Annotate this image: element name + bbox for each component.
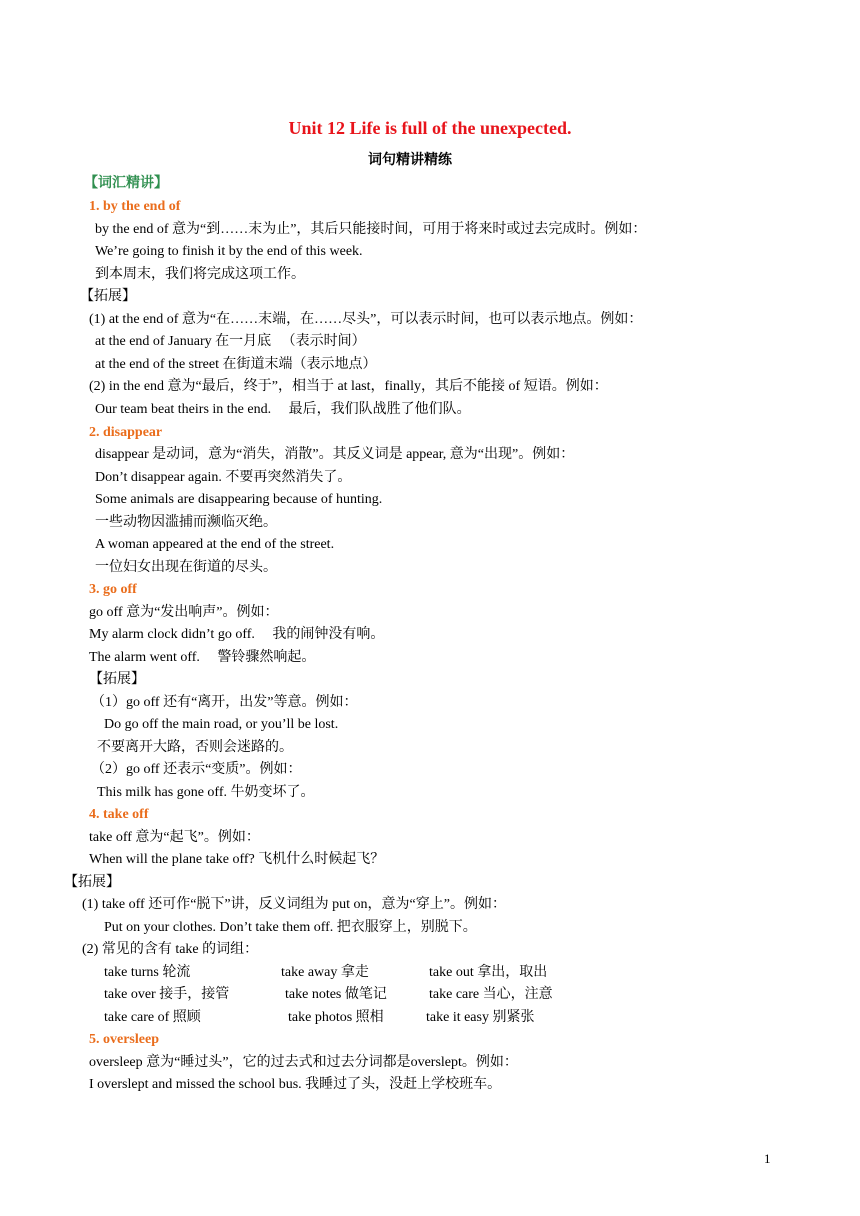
item-4-line-1: take off 意为“起飞”。例如：	[89, 830, 260, 845]
item-1-extension-label: 【拓展】	[80, 289, 136, 304]
item-3-heading: 3. go off	[89, 582, 137, 597]
item-2-heading: 2. disappear	[89, 425, 163, 440]
item-1-line-2: We’re going to finish it by the end of this week.	[95, 244, 363, 259]
item-4-heading: 4. take off	[89, 807, 149, 822]
item-1-line-7: (2) in the end 意为“最后，终于”，相当于 at last，finally，其后不能接 of 短语。例如：	[89, 379, 608, 394]
phrase-take-photos: take photos 照相	[288, 1010, 384, 1025]
item-4-line-4: Put on your clothes. Don’t take them off. 把衣服穿上，别脱下。	[104, 920, 477, 935]
item-3-extension-label: 【拓展】	[89, 672, 145, 687]
phrase-take-over: take over 接手，接管	[104, 987, 230, 1002]
item-3-line-8: This milk has gone off. 牛奶变坏了。	[97, 785, 315, 800]
item-2-line-6: 一位妇女出现在街道的尽头。	[95, 560, 277, 575]
item-3-line-1: go off 意为“发出响声”。例如：	[89, 605, 279, 620]
phrase-take-turns: take turns 轮流	[104, 965, 191, 980]
item-3-line-3: The alarm went off. 警铃骤然响起。	[89, 650, 316, 665]
item-2-line-4: 一些动物因滥捕而濒临灭绝。	[95, 515, 277, 530]
item-3-line-5: Do go off the main road, or you’ll be lost.	[104, 717, 339, 732]
item-2-line-1: disappear 是动词，意为“消失，消散”。其反义词是 appear, 意为“出现”。例如：	[95, 447, 575, 462]
item-3-line-6: 不要离开大路，否则会迷路的。	[97, 740, 293, 755]
phrase-take-care-of: take care of 照顾	[104, 1010, 201, 1025]
item-1-heading: 1. by the end of	[89, 199, 181, 214]
item-4-line-5: (2) 常见的含有 take 的词组：	[82, 942, 259, 957]
section-vocab-heading: 【词汇精讲】	[84, 176, 168, 191]
item-1-line-1: by the end of 意为“到……末为止”，其后只能接时间，可用于将来时或过去完成时。例如：	[95, 222, 647, 237]
item-5-line-2: I overslept and missed the school bus. 我睡过了头，没赶上学校班车。	[89, 1077, 502, 1092]
item-1-line-8: Our team beat theirs in the end. 最后，我们队战胜了他们队。	[95, 402, 471, 417]
item-4-line-3: (1) take off 还可作“脱下”讲，反义词组为 put on，意为“穿上”。例如：	[82, 897, 506, 912]
phrase-take-care: take care 当心，注意	[429, 987, 553, 1002]
item-5-line-1: oversleep 意为“睡过头”，它的过去式和过去分词都是overslept。例如：	[89, 1055, 518, 1070]
item-3-line-2: My alarm clock didn’t go off. 我的闹钟没有响。	[89, 627, 385, 642]
phrase-take-away: take away 拿走	[281, 965, 369, 980]
item-2-line-2: Don’t disappear again. 不要再突然消失了。	[95, 470, 352, 485]
item-1-line-6: at the end of the street 在街道末端（表示地点）	[95, 357, 377, 372]
page-title: Unit 12 Life is full of the unexpected.	[288, 118, 572, 138]
phrase-take-it-easy: take it easy 别紧张	[426, 1010, 535, 1025]
item-4-line-2: When will the plane take off? 飞机什么时候起飞？	[89, 852, 385, 867]
page-number: 1	[764, 1151, 771, 1166]
item-2-line-5: A woman appeared at the end of the street.	[95, 537, 335, 552]
item-5-heading: 5. oversleep	[89, 1032, 159, 1047]
item-1-line-3: 到本周末，我们将完成这项工作。	[95, 267, 305, 282]
phrase-take-notes: take notes 做笔记	[285, 987, 387, 1002]
item-2-line-3: Some animals are disappearing because of hunting.	[95, 492, 383, 507]
item-3-line-4: （1）go off 还有“离开，出发”等意。例如：	[91, 695, 358, 710]
item-3-line-7: （2）go off 还表示“变质”。例如：	[91, 762, 302, 777]
item-1-line-5: at the end of January 在一月底 （表示时间）	[95, 334, 366, 349]
phrase-take-out: take out 拿出，取出	[429, 965, 548, 980]
item-1-line-4: (1) at the end of 意为“在……末端，在……尽头”，可以表示时间，也可以表示地点。例如：	[89, 312, 643, 327]
page-subtitle: 词句精讲精练	[368, 153, 452, 168]
item-4-extension-label: 【拓展】	[64, 875, 120, 890]
